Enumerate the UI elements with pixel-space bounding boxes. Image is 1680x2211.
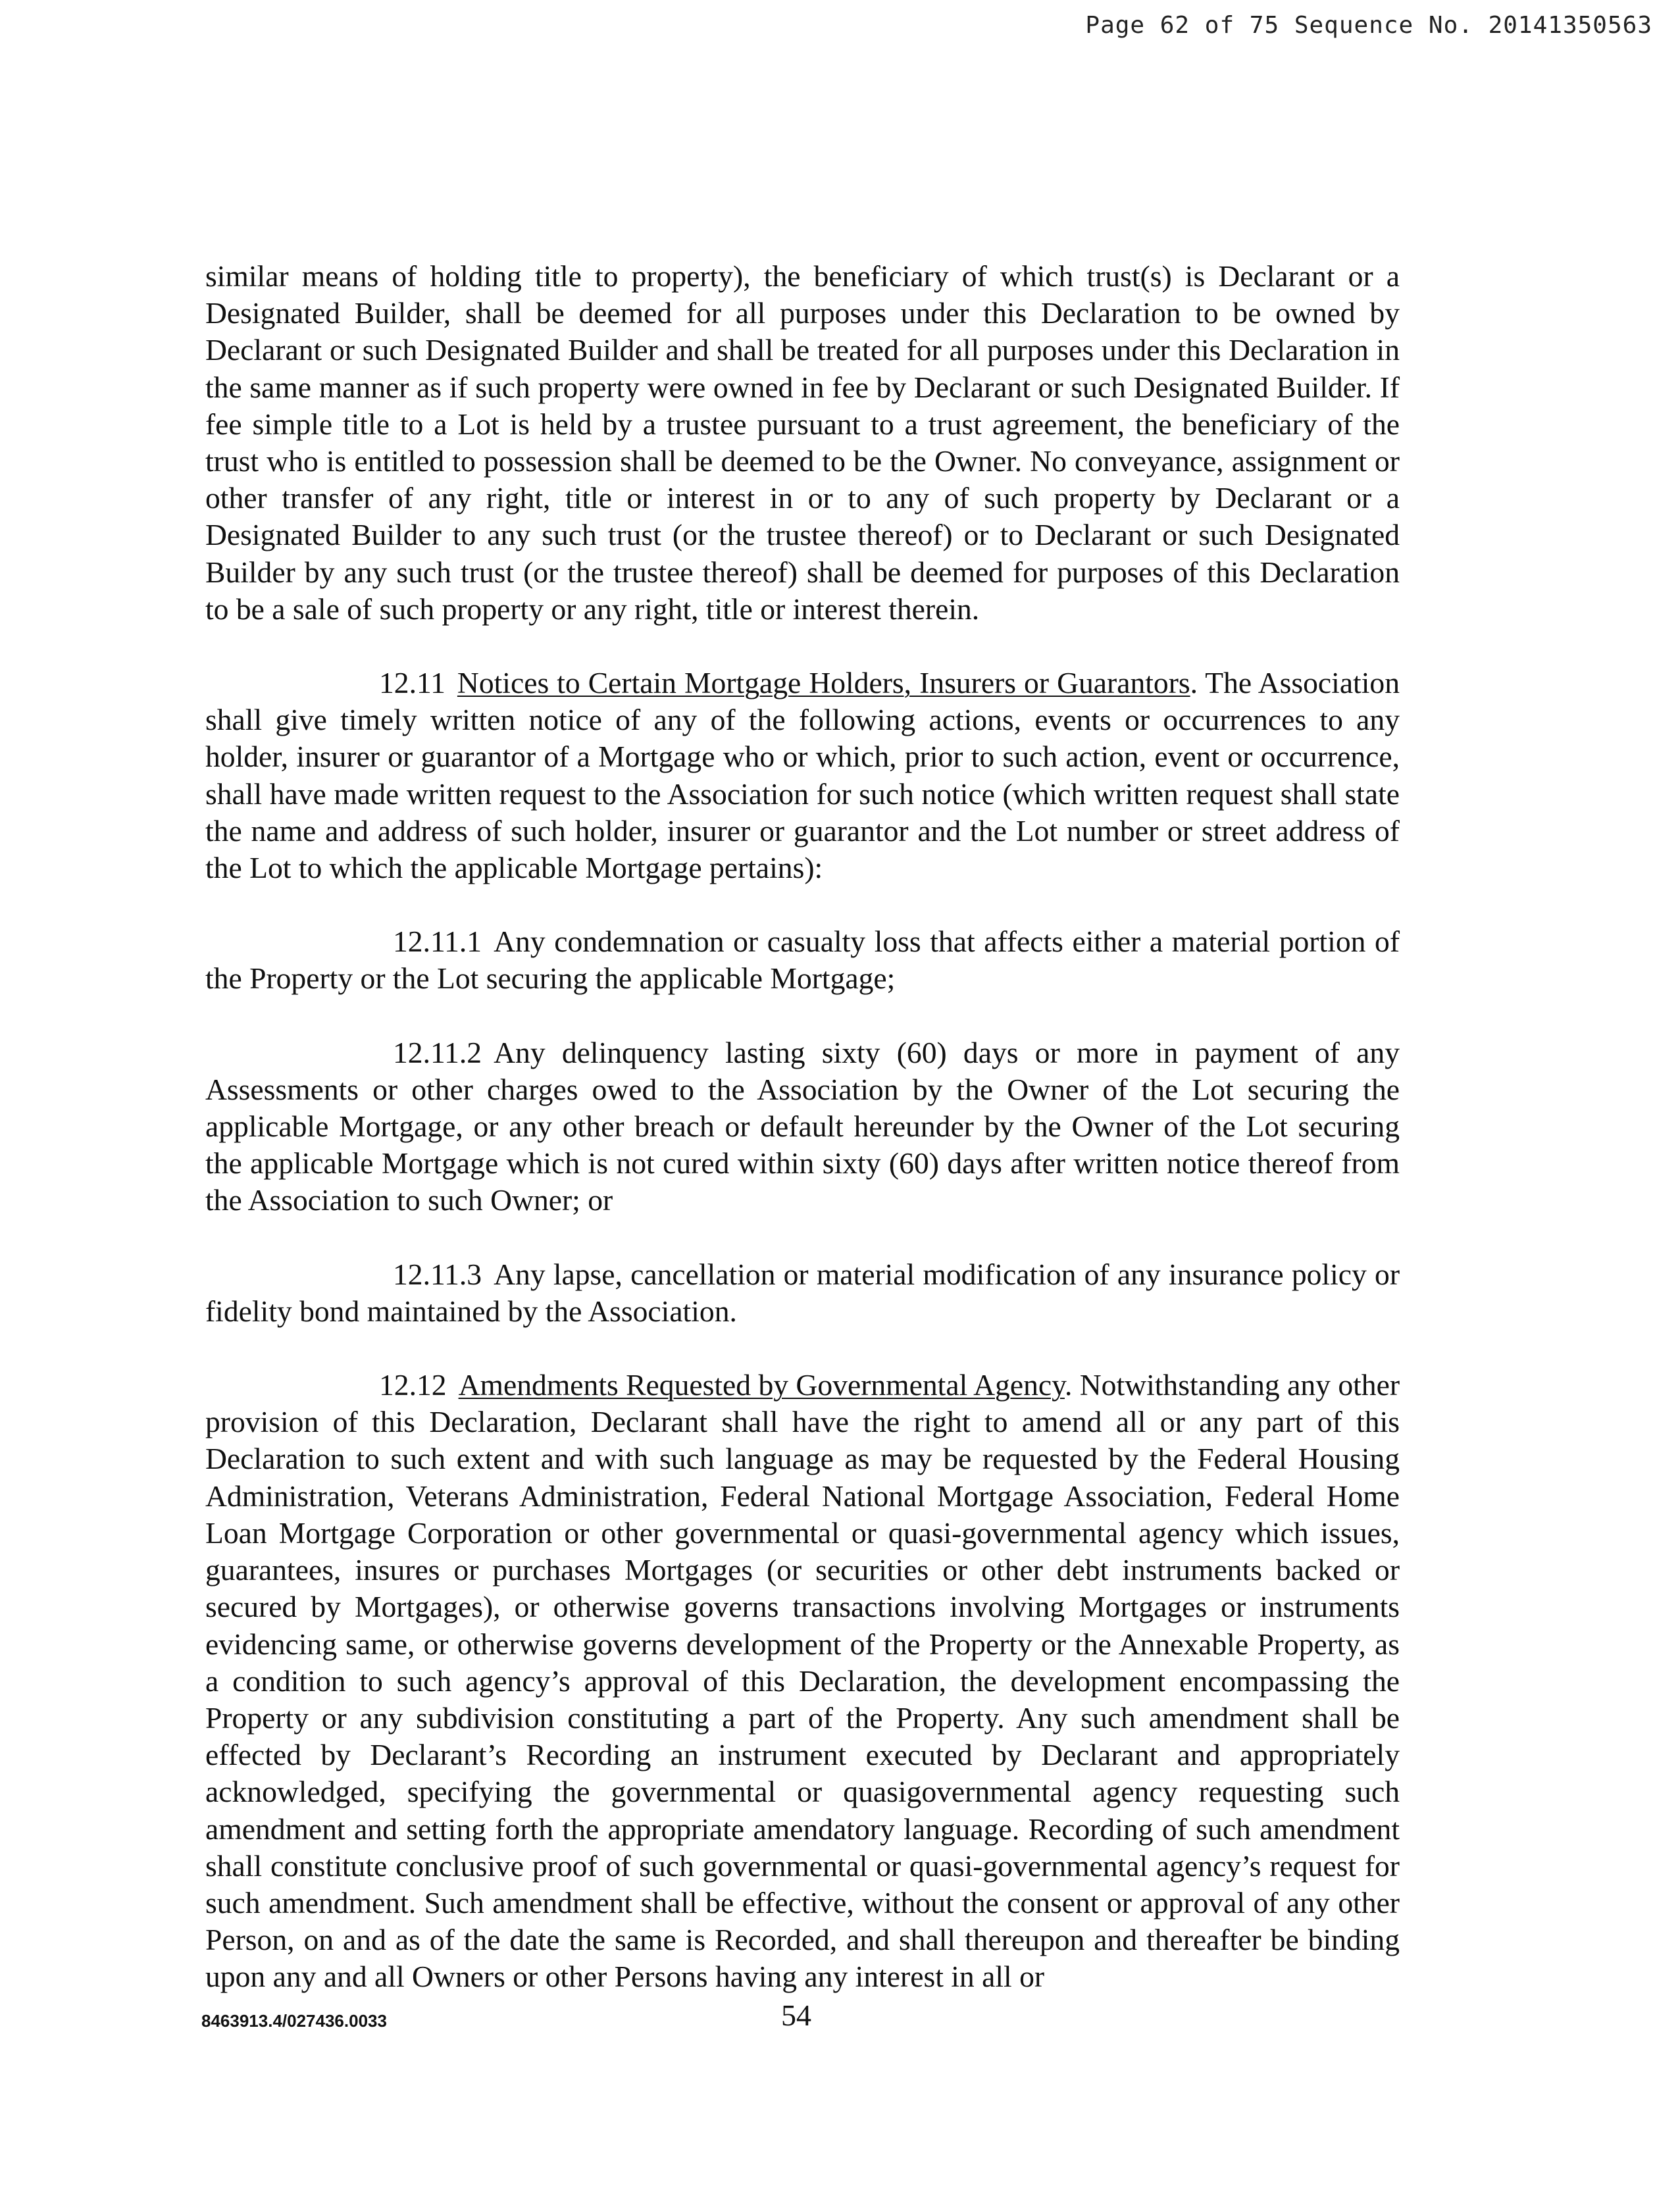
subsection-number: 12.11.1 (393, 925, 482, 959)
document-body (205, 258, 1400, 1996)
section-12-11-3 (205, 1256, 1400, 1330)
paragraph-continuation: similar means of holding title to property), the beneficiary of which trust(s) is Declarant or a Designated Builder, shall be deemed for all purposes under this Declaration to be owned by Declarant or such Designated Builder and shall be treated for all purposes under this Declaration in the same manner as if such property were owned in fee by Declarant or such Designated Builder. If fee simple title to a Lot is held by a trustee pursuant to a trust agreement, the beneficiary of the trust who is entitled to possession shall be deemed to be the Owner. No conveyance, assignment or other transfer of any right, title or interest in or to any of such property by Declarant or a Designated Builder to any such trust (or the trustee thereof) or to Declarant or such Designated Builder by any such trust (or the trustee thereof) shall be deemed for purposes of this Declaration to be a sale of such property or any right, title or interest therein. (205, 259, 1400, 626)
section-12-11-1 (205, 923, 1400, 997)
section-text: . Notwithstanding any other provision of this Declaration, Declarant shall have the right to amend all or any part of this Declaration to such extent and with such language as may be requested by the Federal Housing Administration, Veterans Administration, Federal National Mortgage Association, Federal Home Loan Mortgage Corporation or other governmental or quasi-governmental agency which issues, guarantees, insures or purchases Mortgages (or securities or other debt instruments backed or secured by Mortgages), or otherwise governs transactions involving Mortgages or instruments evidencing same, or otherwise governs development of the Property or the Annexable Property, as a condition to such agency’s approval of this Declaration, the development encompassing the Property or any subdivision constituting a part of the Property. Any such amendment shall be effected by Declarant’s Recording an instrument executed by Declarant and appropriately acknowledged, specifying the governmental or quasigovernmental agency requesting such amendment and setting forth the appropriate amendatory language. Recording of such amendment shall constitute conclusive proof of such governmental or quasi-governmental agency’s request for such amendment. Such amendment shall be effective, without the consent or approval of any other Person, on and as of the date the same is Recorded, and shall thereupon and thereafter be binding upon any and all Owners or other Persons having any interest in all or (205, 1368, 1400, 1994)
section-12-11 (205, 665, 1400, 886)
subsection-text: Any lapse, cancellation or material modification of any insurance policy or fidelity bond maintained by the Association. (205, 1257, 1400, 1328)
page-header: Page 62 of 75 Sequence No. 20141350563 (1085, 12, 1652, 39)
section-number: 12.11 (379, 666, 445, 700)
section-number: 12.12 (379, 1368, 447, 1402)
section-heading: Amendments Requested by Governmental Agency (458, 1368, 1065, 1402)
section-12-12 (205, 1367, 1400, 1995)
footer-document-id: 8463913.4/027436.0033 (201, 2011, 387, 2031)
subsection-text: Any delinquency lasting sixty (60) days or more in payment of any Assessments or other charges owed to the Association by the Owner of the Lot securing the applicable Mortgage, or any other breach or default hereunder by the Owner of the Lot securing the applicable Mortgage which is not cured within sixty (60) days after written notice thereof from the Association to such Owner; or (205, 1035, 1400, 1217)
section-text: . The Association shall give timely written notice of any of the following actions, events or occurrences to any holder, insurer or guarantor of a Mortgage who or which, prior to such action, event or occurrence, shall have made written request to the Association for such notice (which written request shall state the name and address of such holder, insurer or guarantor and the Lot number or street address of the Lot to which the applicable Mortgage pertains): (205, 666, 1400, 885)
footer-page-number: 54 (781, 1998, 811, 2032)
subsection-number: 12.11.3 (393, 1257, 482, 1291)
section-heading: Notices to Certain Mortgage Holders, Insurers or Guarantors (457, 666, 1190, 700)
subsection-text: Any condemnation or casualty loss that affects either a material portion of the Property or the Lot securing the applicable Mortgage; (205, 925, 1400, 996)
subsection-number: 12.11.2 (393, 1035, 482, 1069)
section-12-11-2 (205, 1034, 1400, 1219)
